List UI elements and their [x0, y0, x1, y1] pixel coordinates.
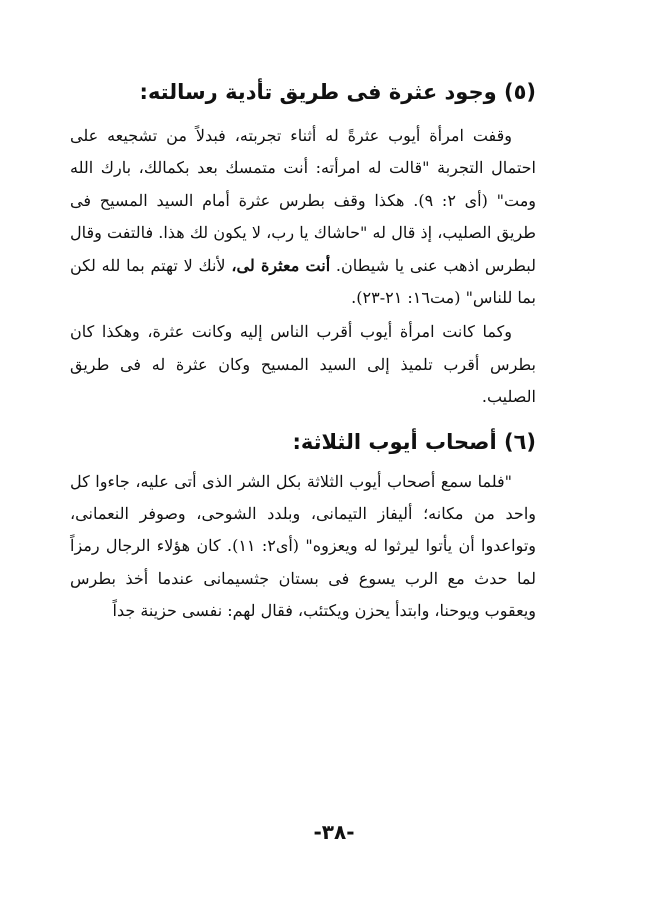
section-5-paragraph-1 — [70, 120, 536, 314]
paragraph-text: وقفت امرأة أيوب عثرةً له أثناء تجربته، فبدلاً من تشجيعه على احتمال التجربة "قالت له امرأته: أنت متمسك بعد بكمالك، بارك الله ومت" (أى ٢: ٩). هكذا وقف بطرس عثرة أمام السيد المسيح فى طريق الصليب، إذ قال له "حاشاك يا رب، لا يكون لك هذا. فالتفت وقال لبطرس اذهب عنى يا شيطان. — [70, 126, 537, 275]
bold-phrase: أنت معثرة لى، — [231, 255, 331, 275]
section-6-heading: (٦) أصحاب أيوب الثلاثة: — [292, 429, 536, 454]
section-5-paragraph-2: وكما كانت امرأة أيوب أقرب الناس إليه وكانت عثرة، وهكذا كان بطرس أقرب تلميذ إلى السيد المسيح وكان عثرة له فى طريق الصليب. — [70, 322, 536, 407]
section-5-heading: (٥) وجود عثرة فى طريق تأدية رسالته: — [139, 80, 536, 104]
section-6-paragraph-1: "فلما سمع أصحاب أيوب الثلاثة بكل الشر الذى أتى عليه، جاءوا كل واحد من مكانه؛ أليفاز التيمانى، وبلدد الشوحى، وصوفر النعمانى، وتواعدوا أن يأتوا ليرثوا له ويعزوه" (أى٢: ١١). كان هؤلاء الرجال رمزاً لما حدث مع الرب يسوع فى بستان جثسيمانى عندما أخذ بطرس ويعقوب ويوحنا، وابتدأ يحزن ويكتئب، فقال لهم: نفسى حزينة جداً — [70, 471, 537, 621]
paragraph-text: لأنك لا تهتم بما لله لكن بما للناس" (مت١٦: ٢١-٢٣). — [70, 255, 536, 308]
document-page — [70, 60, 536, 630]
page-number: -٣٨- — [313, 820, 355, 844]
